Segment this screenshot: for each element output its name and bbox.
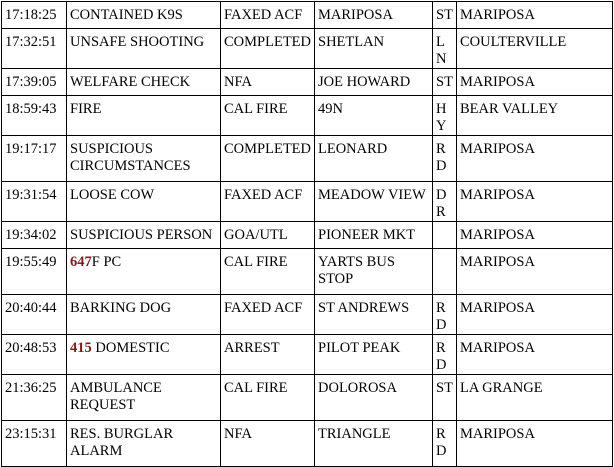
city-cell: BEAR VALLEY: [457, 96, 613, 136]
call-type-cell: [67, 295, 221, 335]
street-cell: ST ANDREWS: [315, 295, 433, 335]
street-cell: DOLOROSA: [315, 375, 433, 421]
street-type-cell: RD: [433, 295, 457, 335]
time-cell: 19:31:54: [2, 182, 67, 222]
code-number: 647: [70, 254, 92, 270]
disposition-cell: CAL FIRE: [221, 375, 315, 421]
street-cell: YARTS BUS STOP: [315, 249, 433, 295]
table-row: [2, 222, 613, 249]
disposition-cell: COMPLETED: [221, 136, 315, 182]
disposition-cell: NFA: [221, 69, 315, 96]
time-cell: 19:34:02: [2, 222, 67, 249]
call-type-text: DOMESTIC: [91, 340, 170, 356]
city-cell: MARIPOSA: [457, 136, 613, 182]
table-row: [2, 335, 613, 375]
disposition-cell: CAL FIRE: [221, 249, 315, 295]
call-type-text: F PC: [91, 254, 122, 270]
city-cell: MARIPOSA: [457, 249, 613, 295]
call-type-cell: [67, 335, 221, 375]
disposition-cell: CAL FIRE: [221, 96, 315, 136]
city-cell: MARIPOSA: [457, 295, 613, 335]
table-row: [2, 295, 613, 335]
street-type-cell: ST: [433, 375, 457, 421]
street-cell: MARIPOSA: [315, 2, 433, 29]
call-type-text: AMBULANCE REQUEST: [70, 380, 162, 413]
city-cell: LA GRANGE: [457, 375, 613, 421]
call-type-cell: [67, 29, 221, 69]
call-type-cell: [67, 249, 221, 295]
table-row: [2, 29, 613, 69]
city-cell: MARIPOSA: [457, 421, 613, 467]
incident-log-table: [1, 1, 613, 467]
time-cell: 20:48:53: [2, 335, 67, 375]
street-type-cell: HY: [433, 96, 457, 136]
city-cell: MARIPOSA: [457, 2, 613, 29]
table-row: [2, 136, 613, 182]
call-type-cell: [67, 136, 221, 182]
table-row: [2, 375, 613, 421]
table-row: [2, 182, 613, 222]
street-cell: 49N: [315, 96, 433, 136]
street-cell: MEADOW VIEW: [315, 182, 433, 222]
call-type-cell: [67, 421, 221, 467]
time-cell: 18:59:43: [2, 96, 67, 136]
time-cell: 19:55:49: [2, 249, 67, 295]
street-cell: PIONEER MKT: [315, 222, 433, 249]
call-type-text: UNSAFE SHOOTING: [70, 34, 205, 50]
call-type-cell: [67, 2, 221, 29]
disposition-cell: GOA/UTL: [221, 222, 315, 249]
disposition-cell: ARREST: [221, 335, 315, 375]
city-cell: MARIPOSA: [457, 335, 613, 375]
code-number: 415: [70, 340, 92, 356]
disposition-cell: COMPLETED: [221, 29, 315, 69]
street-type-cell: [433, 249, 457, 295]
time-cell: 23:15:31: [2, 421, 67, 467]
table-row: [2, 2, 613, 29]
city-cell: COULTERVILLE: [457, 29, 613, 69]
time-cell: 17:32:51: [2, 29, 67, 69]
street-cell: TRIANGLE: [315, 421, 433, 467]
call-type-cell: [67, 375, 221, 421]
street-cell: LEONARD: [315, 136, 433, 182]
street-type-cell: ST: [433, 69, 457, 96]
street-cell: PILOT PEAK: [315, 335, 433, 375]
city-cell: MARIPOSA: [457, 222, 613, 249]
table-row: [2, 421, 613, 467]
call-type-cell: [67, 96, 221, 136]
disposition-cell: FAXED ACF: [221, 2, 315, 29]
city-cell: MARIPOSA: [457, 69, 613, 96]
time-cell: 17:39:05: [2, 69, 67, 96]
disposition-cell: FAXED ACF: [221, 295, 315, 335]
city-cell: MARIPOSA: [457, 182, 613, 222]
table-row: [2, 69, 613, 96]
call-type-text: LOOSE COW: [70, 187, 155, 203]
time-cell: 21:36:25: [2, 375, 67, 421]
call-type-text: BARKING DOG: [70, 300, 172, 316]
time-cell: 19:17:17: [2, 136, 67, 182]
time-cell: 20:40:44: [2, 295, 67, 335]
time-cell: 17:18:25: [2, 2, 67, 29]
disposition-cell: FAXED ACF: [221, 182, 315, 222]
street-type-cell: LN: [433, 29, 457, 69]
call-type-text: FIRE: [70, 101, 102, 117]
disposition-cell: NFA: [221, 421, 315, 467]
street-type-cell: RD: [433, 136, 457, 182]
street-type-cell: ST: [433, 2, 457, 29]
call-type-text: CONTAINED K9S: [70, 7, 183, 23]
street-type-cell: RD: [433, 421, 457, 467]
street-type-cell: [433, 222, 457, 249]
call-type-text: RES. BURGLAR ALARM: [70, 426, 174, 459]
call-type-text: SUSPICIOUS PERSON: [70, 227, 213, 243]
call-type-cell: [67, 69, 221, 96]
street-cell: JOE HOWARD: [315, 69, 433, 96]
street-type-cell: RD: [433, 335, 457, 375]
call-type-text: SUSPICIOUS CIRCUMSTANCES: [70, 141, 191, 174]
call-type-cell: [67, 182, 221, 222]
street-type-cell: DR: [433, 182, 457, 222]
street-cell: SHETLAN: [315, 29, 433, 69]
table-row: [2, 249, 613, 295]
call-type-text: WELFARE CHECK: [70, 74, 191, 90]
table-row: [2, 96, 613, 136]
call-type-cell: [67, 222, 221, 249]
